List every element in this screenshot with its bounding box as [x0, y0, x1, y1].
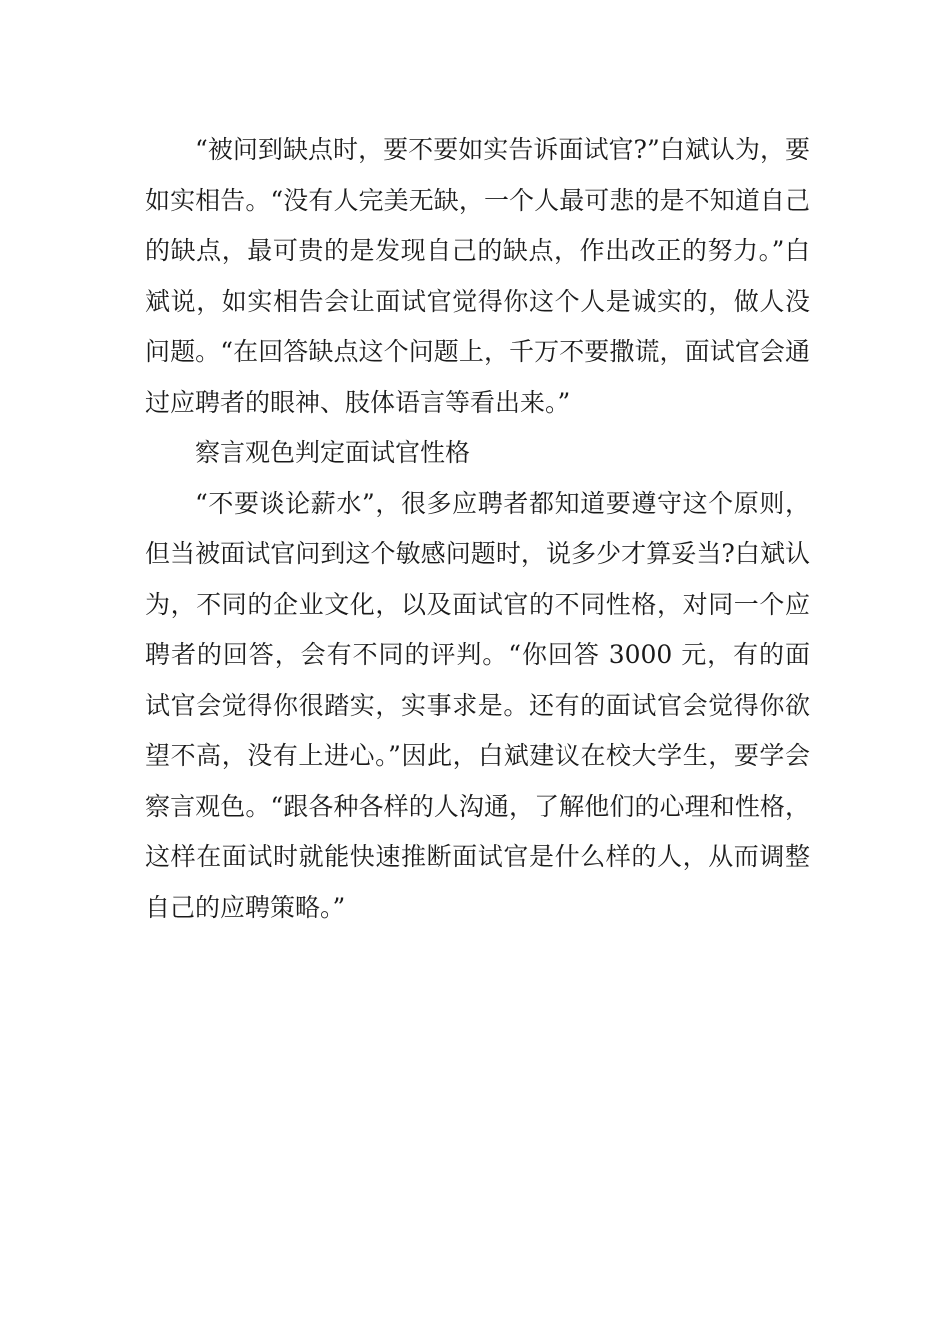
section-heading: 察言观色判定面试官性格	[195, 438, 471, 467]
document-body	[145, 125, 810, 933]
paragraph-weakness-honesty: “被问到缺点时，要不要如实告诉面试官?”白斌认为，要如实相告。“没有人完美无缺，一个人最可悲的是不知道自己的缺点，最可贵的是发现自己的缺点，作出改正的努力。”白斌说，如实相告会让面试官觉得你这个人是诚实的，做人没问题。“在回答缺点这个问题上，千万不要撒谎，面试官会通过应聘者的眼神、肢体语言等看出来。”	[145, 135, 810, 417]
paragraph-salary-advice: “不要谈论薪水”，很多应聘者都知道要遵守这个原则，但当被面试官问到这个敏感问题时，说多少才算妥当?白斌认为，不同的企业文化，以及面试官的不同性格，对同一个应聘者的回答，会有不同的评判。“你回答 3000 元，有的面试官会觉得你很踏实，实事求是。还有的面试官会觉得你欲望不高，没有上进心。”因此，白斌建议在校大学生，要学会察言观色。“跟各种各样的人沟通，了解他们的心理和性格，这样在面试时就能快速推断面试官是什么样的人，从而调整自己的应聘策略。”	[145, 488, 810, 922]
